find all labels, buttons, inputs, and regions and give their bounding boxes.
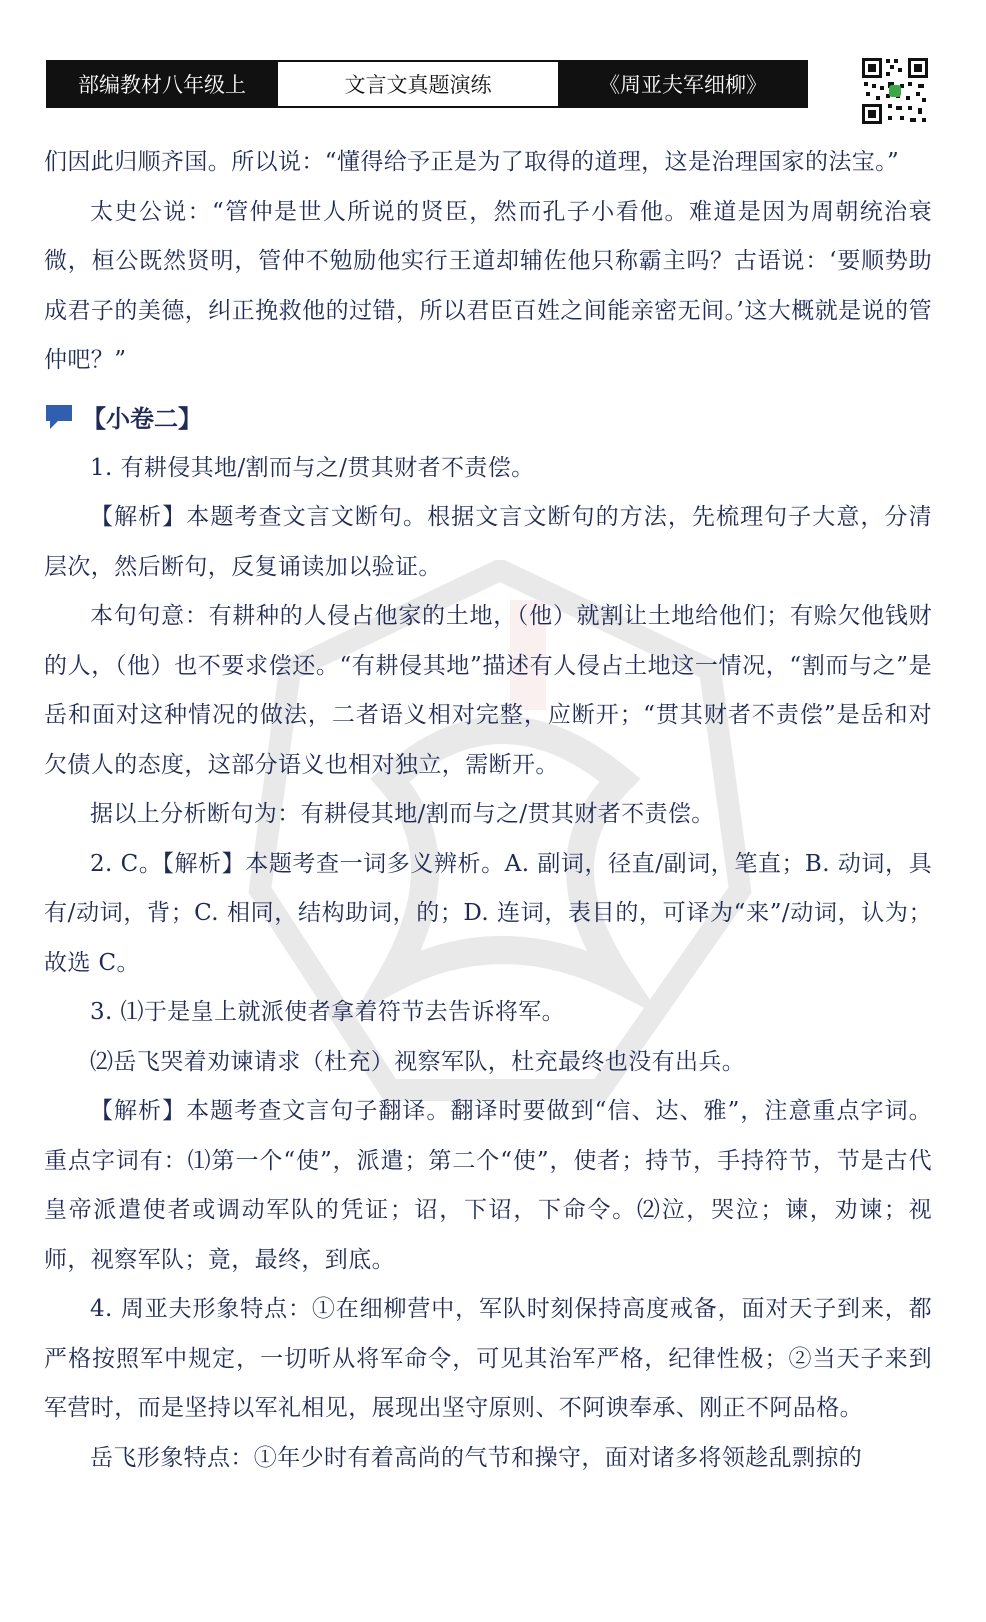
answer-2: 2. C。【解析】本题考查一词多义辨析。A. 副词，径直/副词，笔直；B. 动词，具有/动词，背；C. 相同，结构助词，的；D. 连词，表目的，可译为“来”/动词，认为；故选 C。 [44, 850, 932, 976]
analysis-1: 【解析】本题考查文言文断句。根据文言文断句的方法，先梳理句子大意，分清层次，然后断句，反复诵读加以验证。 [44, 504, 932, 580]
section-heading [44, 390, 932, 444]
header-lesson: 《周亚夫军细柳》 [560, 62, 806, 106]
answer-3-part-1: 3. ⑴于是皇上就派使者拿着符节去告诉将军。 [90, 999, 566, 1025]
qr-code-icon [860, 56, 930, 126]
header-bar [46, 60, 808, 108]
analysis-3: 【解析】本题考查文言句子翻译。翻译时要做到“信、达、雅”，注意重点字词。重点字词有：⑴第一个“使”，派遣；第二个“使”，使者；持节，手持符节，节是古代皇帝派遣使者或调动军队的凭证；诏，下诏，下命令。⑵泣，哭泣；谏，劝谏；视师，视察军队；竟，最终，到底。 [44, 1098, 932, 1273]
section-title: 【小卷二】 [82, 405, 202, 433]
speech-bubble-icon [44, 403, 76, 431]
header-title: 文言文真题演练 [276, 62, 560, 106]
answer-1: 1. 有耕侵其地/割而与之/贯其财者不责偿。 [90, 454, 535, 481]
paragraph: 太史公说：“管仲是世人所说的贤臣，然而孔子小看他。难道是因为周朝统治衰微，桓公既然贤明，管仲不勉励他实行王道却辅佐他只称霸主吗？古语说：‘要顺势助成君子的美德，纠正挽救他的过错，所以君臣百姓之间能亲密无间。’这大概就是说的管仲吧？” [44, 198, 932, 373]
header-grade: 部编教材八年级上 [48, 62, 276, 106]
page-content [44, 138, 932, 1483]
answer-3-part-2: ⑵岳飞哭着劝谏请求（杜充）视察军队，杜充最终也没有出兵。 [90, 1048, 746, 1075]
answer-4-yue-fei: 岳飞形象特点：①年少时有着高尚的气节和操守，面对诸多将领趁乱剽掠的 [90, 1444, 863, 1471]
meaning-1: 本句句意：有耕种的人侵占他家的土地，（他）就割让土地给他们；有赊欠他钱财的人，（他）也不要求偿还。“有耕侵其地”描述有人侵占土地这一情况，“割而与之”是岳和面对这种情况的做法，二者语义相对完整，应断开；“贯其财者不责偿”是岳和对欠债人的态度，这部分语义也相对独立，需断开。 [44, 603, 932, 778]
paragraph: 们因此归顺齐国。所以说：“懂得给予正是为了取得的道理，这是治理国家的法宝。” [44, 149, 900, 175]
answer-4: 4. 周亚夫形象特点：①在细柳营中，军队时刻保持高度戒备，面对天子到来，都严格按照军中规定，一切听从将军命令，可见其治军严格，纪律性极；②当天子来到军营时，而是坚持以军礼相见，展现出坚守原则、不阿谀奉承、刚正不阿品格。 [44, 1296, 932, 1421]
conclusion-1: 据以上分析断句为：有耕侵其地/割而与之/贯其财者不责偿。 [90, 801, 715, 827]
